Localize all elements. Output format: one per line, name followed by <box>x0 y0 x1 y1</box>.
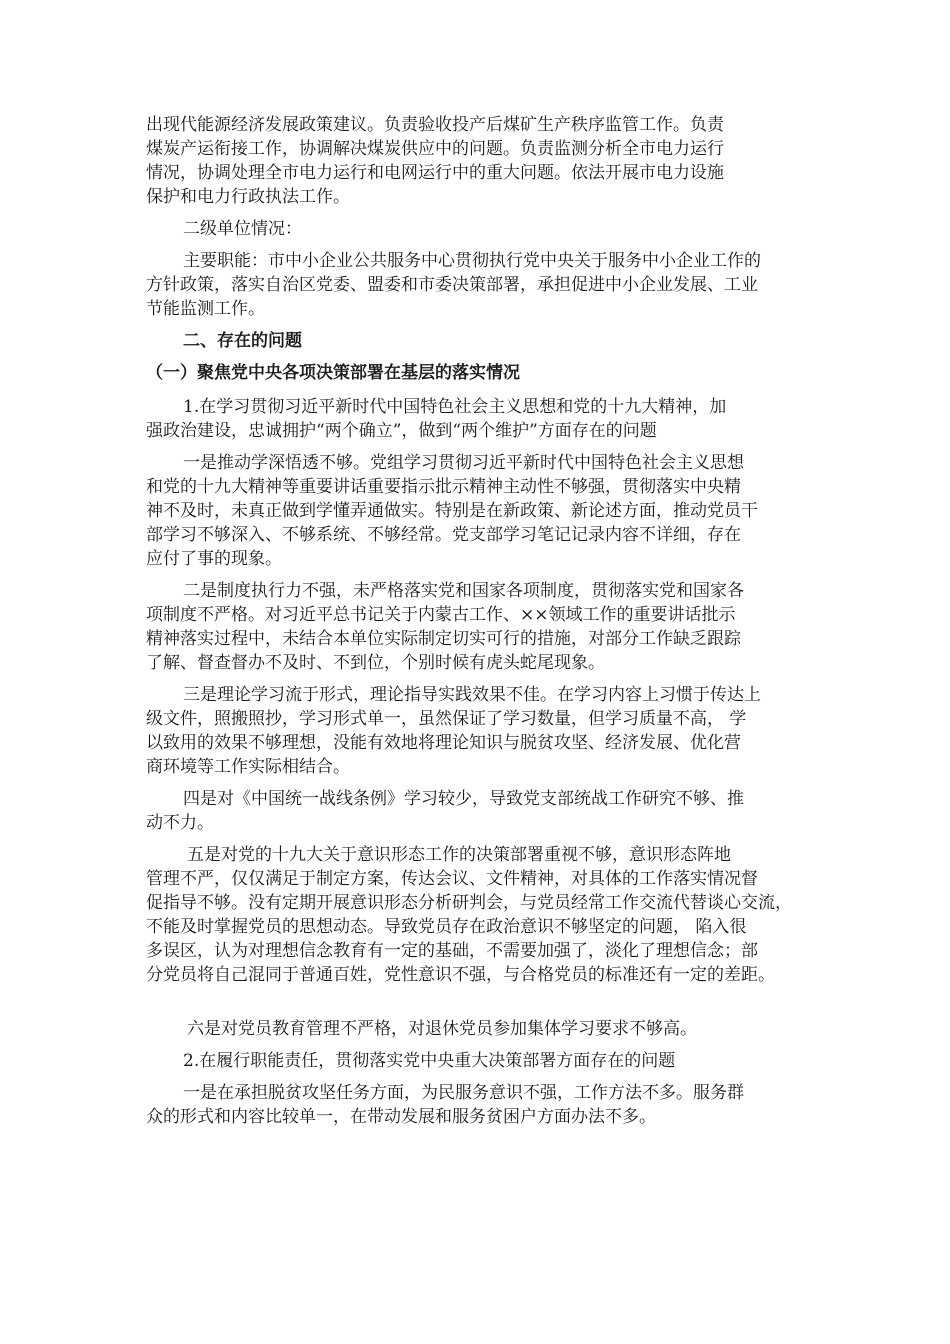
paragraph-line: 应付了事的现象。 <box>146 549 282 569</box>
item-heading-line: 2.在履行职能责任，贯彻落实党中央重大决策部署方面存在的问题 <box>183 1051 676 1071</box>
paragraph-line: 节能监测工作。 <box>146 299 265 319</box>
paragraph-line: 出现代能源经济发展政策建议。负责验收投产后煤矿生产秩序监管工作。负责 <box>146 115 724 135</box>
paragraph-line: 方针政策，落实自治区党委、盟委和市委决策部署，承担促进中小企业发展、工业 <box>146 275 758 295</box>
section-label: 二级单位情况： <box>183 219 302 239</box>
paragraph-line: 情况，协调处理全市电力运行和电网运行中的重大问题。依法开展市电力设施 <box>146 163 724 183</box>
paragraph-line: 以致用的效果不够理想，没能有效地将理论知识与脱贫攻坚、经济发展、优化营 <box>146 733 741 753</box>
paragraph-line: 精神落实过程中，未结合本单位实际制定切实可行的措施，对部分工作缺乏跟踪 <box>146 629 741 649</box>
paragraph-line: 神不及时，未真正做到学懂弄通做实。特别是在新政策、新论述方面，推动党员干 <box>146 501 758 521</box>
paragraph-line: 一是在承担脱贫攻坚任务方面，为民服务意识不强，工作方法不多。服务群 <box>183 1083 744 1103</box>
paragraph-line: 不能及时掌握党员的思想动态。导致党员存在政治意识不够坚定的问题， 陷入很 <box>146 917 747 937</box>
paragraph-line: 六是对党员教育管理不严格，对退休党员参加集体学习要求不够高。 <box>187 1019 697 1039</box>
paragraph-line: 项制度不严格。对习近平总书记关于内蒙古工作、××领域工作的重要讲话批示 <box>146 605 736 625</box>
paragraph-line: 分党员将自己混同于普通百姓，党性意识不强，与合格党员的标准还有一定的差距。 <box>146 965 775 985</box>
paragraph-line: 促指导不够。没有定期开展意识形态分析研判会，与党员经常工作交流代替谈心交流， <box>146 893 792 913</box>
paragraph-line: 一是推动学深悟透不够。党组学习贯彻习近平新时代中国特色社会主义思想 <box>183 453 744 473</box>
paragraph-line: 和党的十九大精神等重要讲话重要指示批示精神主动性不够强，贯彻落实中央精 <box>146 477 741 497</box>
paragraph-line: 级文件，照搬照抄，学习形式单一，虽然保证了学习数量，但学习质量不高， 学 <box>146 709 747 729</box>
paragraph-line: 煤炭产运衔接工作，协调解决煤炭供应中的问题。负责监测分析全市电力运行 <box>146 139 724 159</box>
paragraph-line: 多误区，认为对理想信念教育有一定的基础，不需要加强了，淡化了理想信念；部 <box>146 941 758 961</box>
paragraph-line: 主要职能：市中小企业公共服务中心贯彻执行党中央关于服务中小企业工作的 <box>183 251 761 271</box>
item-heading-line: 1.在学习贯彻习近平新时代中国特色社会主义思想和党的十九大精神，加 <box>183 397 727 417</box>
paragraph-line: 商环境等工作实际相结合。 <box>146 757 350 777</box>
paragraph-line: 动不力。 <box>146 813 214 833</box>
subsection-heading: （一）聚焦党中央各项决策部署在基层的落实情况 <box>146 363 520 383</box>
paragraph-line: 管理不严，仅仅满足于制定方案，传达会议、文件精神，对具体的工作落实情况督 <box>146 869 758 889</box>
paragraph-line: 二是制度执行力不强，未严格落实党和国家各项制度，贯彻落实党和国家各 <box>183 581 744 601</box>
paragraph-line: 了解、督查督办不及时、不到位，个别时候有虎头蛇尾现象。 <box>146 653 605 673</box>
paragraph-line: 部学习不够深入、不够系统、不够经常。党支部学习笔记记录内容不详细，存在 <box>146 525 741 545</box>
paragraph-line: 三是理论学习流于形式，理论指导实践效果不佳。在学习内容上习惯于传达上 <box>183 685 761 705</box>
section-heading: 二、存在的问题 <box>183 331 302 351</box>
paragraph-line: 众的形式和内容比较单一，在带动发展和服务贫困户方面办法不多。 <box>146 1107 656 1127</box>
paragraph-line: 保护和电力行政执法工作。 <box>146 187 350 207</box>
paragraph-line: 五是对党的十九大关于意识形态工作的决策部署重视不够，意识形态阵地 <box>187 845 731 865</box>
paragraph-line: 四是对《中国统一战线条例》学习较少，导致党支部统战工作研究不够、推 <box>183 789 744 809</box>
item-heading-line: 强政治建设，忠诚拥护“两个确立”，做到“两个维护”方面存在的问题 <box>146 421 657 441</box>
